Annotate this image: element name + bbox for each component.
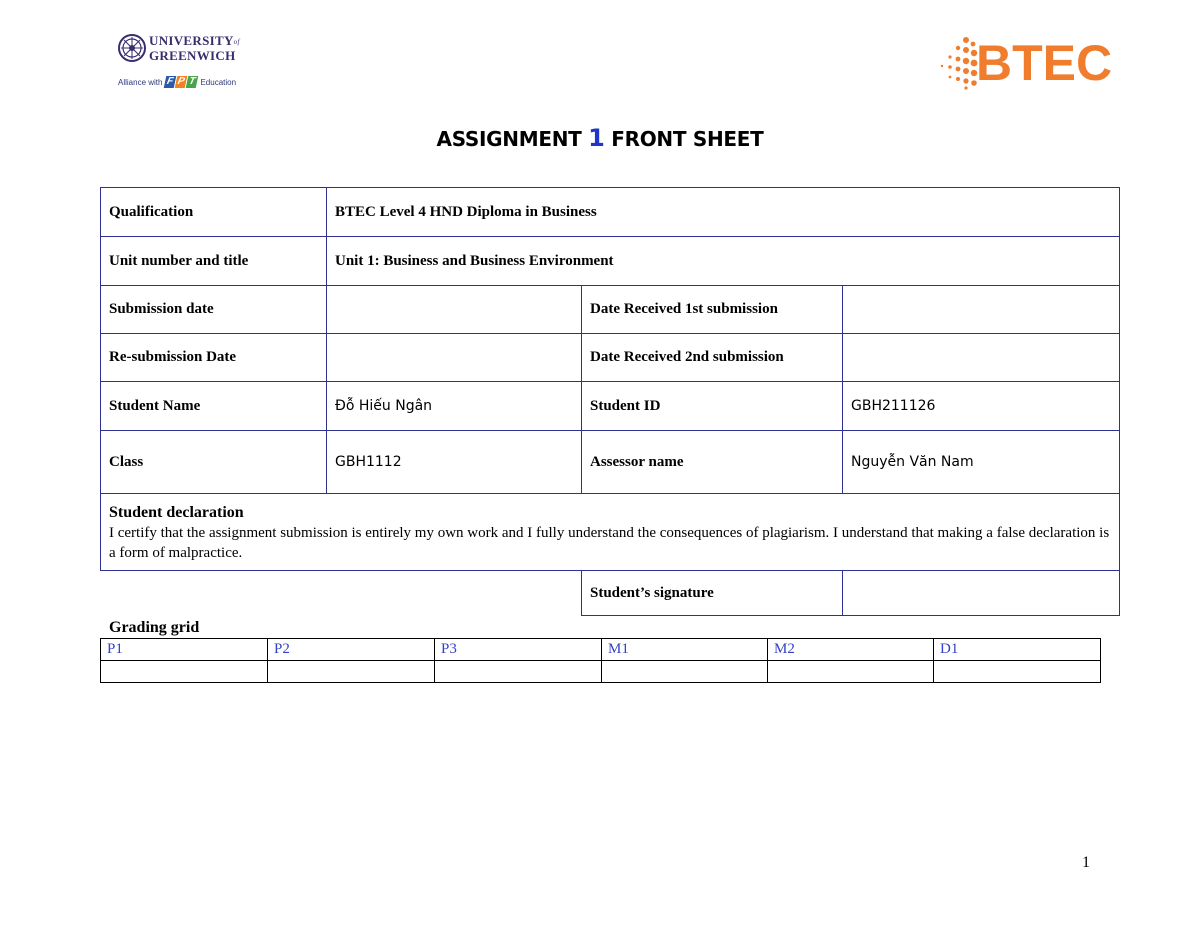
resubmission-date-row: [101, 334, 1120, 382]
front-sheet-table: [100, 187, 1120, 571]
grading-grid-header-row: [101, 639, 1101, 661]
page-title: ASSIGNMENT 1 FRONT SHEET: [436, 124, 764, 152]
btec-dots-icon: [936, 36, 978, 90]
grade-header-m1: M1: [602, 639, 768, 661]
university-of-greenwich-logo: [118, 32, 258, 94]
qualification-value: BTEC Level 4 HND Diploma in Business: [327, 188, 1120, 237]
grade-cell-p1[interactable]: [101, 661, 268, 683]
grade-cell-p2[interactable]: [268, 661, 435, 683]
grade-cell-m1[interactable]: [602, 661, 768, 683]
student-id-label: Student ID: [582, 382, 843, 431]
student-id-value[interactable]: GBH211126: [843, 382, 1120, 431]
class-label: Class: [101, 431, 327, 494]
submission-date-field[interactable]: [327, 286, 582, 334]
declaration-text: I certify that the assignment submission is entirely my own work and I fully understand the consequences of plagiarism. I understand that making a false declaration is a form of malpractice.: [109, 525, 1110, 561]
signature-field[interactable]: [843, 571, 1120, 616]
qualification-label: Qualification: [101, 188, 327, 237]
grade-header-p2: P2: [268, 639, 435, 661]
student-declaration: [101, 494, 1120, 571]
grade-cell-d1[interactable]: [934, 661, 1101, 683]
student-name-value[interactable]: Đỗ Hiếu Ngân: [327, 382, 582, 431]
student-name-label: Student Name: [101, 382, 327, 431]
unit-row: [101, 237, 1120, 286]
declaration-title: Student declaration: [109, 504, 244, 521]
class-value[interactable]: GBH1112: [327, 431, 582, 494]
grading-grid-title: Grading grid: [109, 619, 200, 636]
grade-cell-p3[interactable]: [435, 661, 602, 683]
page-number: 1: [1082, 854, 1090, 871]
unit-label: Unit number and title: [101, 237, 327, 286]
submission-date-label: Submission date: [101, 286, 327, 334]
date-received-1-label: Date Received 1st submission: [582, 286, 843, 334]
assignment-number: 1: [588, 124, 605, 152]
alliance-tagline: Alliance with F P T Education: [118, 76, 237, 87]
unit-value: Unit 1: Business and Business Environment: [327, 237, 1120, 286]
grade-header-m2: M2: [768, 639, 934, 661]
grade-header-p3: P3: [435, 639, 602, 661]
grade-cell-m2[interactable]: [768, 661, 934, 683]
university-name: UNIVERSITYof GREENWICH: [149, 33, 240, 63]
university-crest-icon: [118, 34, 146, 62]
student-name-row: [101, 382, 1120, 431]
grading-grid-table: [100, 638, 1101, 683]
btec-wordmark: BTEC: [976, 35, 1113, 91]
date-received-2-label: Date Received 2nd submission: [582, 334, 843, 382]
resubmission-date-field[interactable]: [327, 334, 582, 382]
grade-header-d1: D1: [934, 639, 1101, 661]
declaration-row: [101, 494, 1120, 571]
qualification-row: [101, 188, 1120, 237]
date-received-2-field[interactable]: [843, 334, 1120, 382]
assessor-value[interactable]: Nguyễn Văn Nam: [843, 431, 1120, 494]
btec-logo: [936, 30, 1122, 96]
date-received-1-field[interactable]: [843, 286, 1120, 334]
class-row: [101, 431, 1120, 494]
resubmission-date-label: Re-submission Date: [101, 334, 327, 382]
assessor-label: Assessor name: [582, 431, 843, 494]
grading-grid-value-row: [101, 661, 1101, 683]
fpt-logo: F P T: [165, 76, 197, 88]
grade-header-p1: P1: [101, 639, 268, 661]
signature-table: [581, 570, 1120, 616]
signature-label: Student’s signature: [582, 571, 843, 616]
submission-date-row: [101, 286, 1120, 334]
